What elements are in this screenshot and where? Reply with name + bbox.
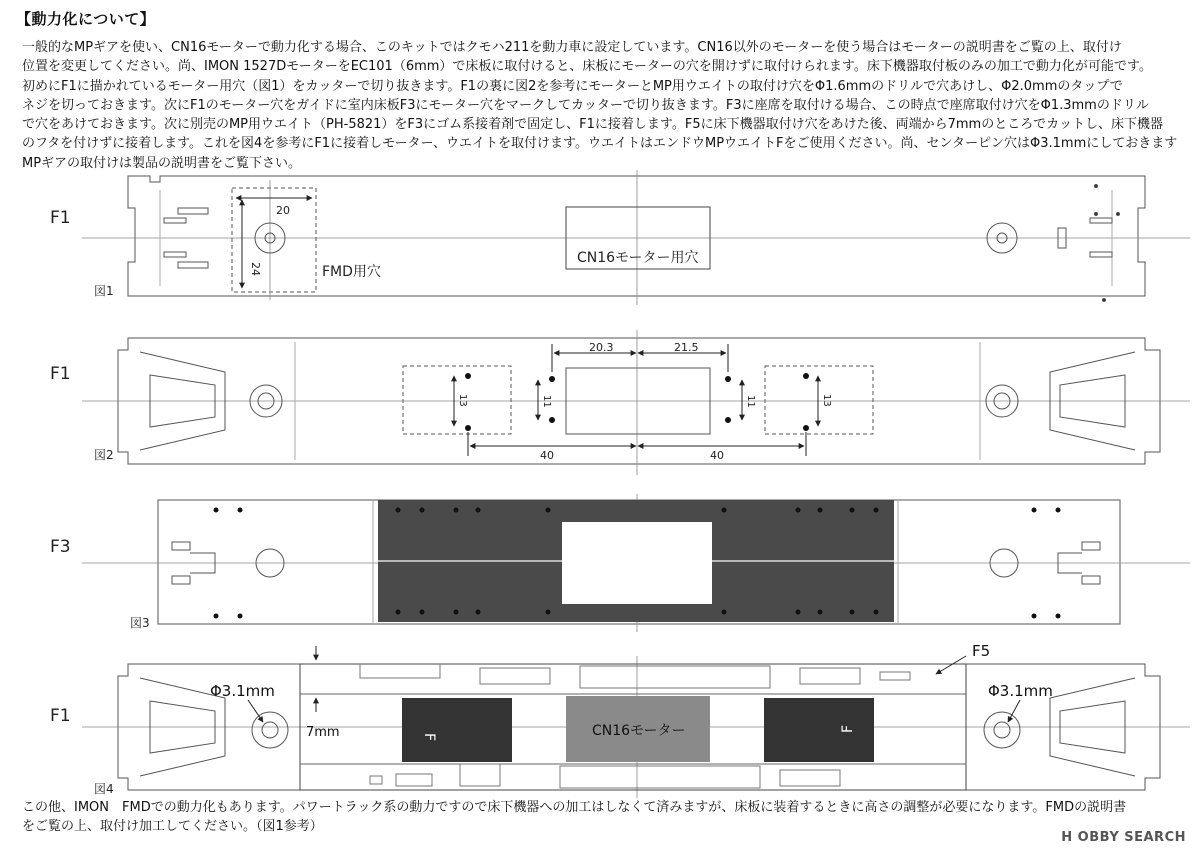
fig4-pin-label-left: Φ3.1mm <box>210 682 275 700</box>
page-title: 【動力化について】 <box>16 10 156 28</box>
fig4-pin-label-right: Φ3.1mm <box>988 682 1053 700</box>
fig1-fmd-box <box>232 188 316 292</box>
fig1-fmd-label: FMD用穴 <box>322 264 381 280</box>
fig2-dim-outer-height-right: 13 <box>821 394 832 407</box>
fig3-motor-hole <box>562 522 712 604</box>
fig4-motor-label: CN16モーター <box>592 723 686 739</box>
intro-line: 一般的なMPギアを使い、CN16モーターで動力化する場合、このキットではクモハ211を動力車に設定しています。CN16以外のモーターを使う場合はモーターの説明書をご覧の上、取付け <box>22 40 1122 55</box>
fig1-motor-hole-label: CN16モーター用穴 <box>577 250 699 266</box>
fig2-dim-outer-height-left: 13 <box>457 394 468 407</box>
fig1-dim-width: 20 <box>276 204 290 217</box>
fig1-caption: 図1 <box>94 284 114 298</box>
fig1-part-label: F1 <box>50 208 71 228</box>
fig4-weight-label-right: F <box>840 724 856 733</box>
intro-line: で穴をあけておきます。次に別売のMP用ウエイト（PH-5821）をF3にゴム系接着剤で固定し、F1に接着します。F5に床下機器取付け穴をあけた後、両端から7mmのところでカットし、床下機器 <box>22 117 1163 133</box>
fig2-dim-inner-height-right: 11 <box>745 395 756 408</box>
fig2-weight-box-left <box>403 366 511 434</box>
intro-line: 位置を変更してください。尚、IMON 1527DモーターをEC101（6mm）で床板に取付けると、床板にモーターの穴を開けずに取付けられます。床下機器取付板のみの加工で動力化が可能です。 <box>22 59 1152 75</box>
fig2-dim-right-bottom: 40 <box>710 449 724 462</box>
intro-line: ネジを切っておきます。次にF1のモーター穴をガイドに室内床板F3にモーター穴をマークしてカッターで切り抜きます。F3に座席を取付ける場合、この時点で座席取付け穴をΦ1.3mmのドリル <box>22 97 1149 113</box>
fig2-dim-left-top: 20.3 <box>589 341 614 354</box>
intro-line: のフタを付けずに接着します。これを図4を参考にF1に接着しモーター、ウエイトを取付けます。ウエイトはエンドウMPウエイトFをご使用ください。尚、センターピン穴はΦ3.1mmにしておきます <box>22 136 1178 152</box>
intro-line: MPギアの取付けは製品の説明書をご覧下さい。 <box>22 155 302 171</box>
fig4-weight-label-left: F <box>421 733 437 742</box>
fig2-dim-right-top: 21.5 <box>674 341 699 354</box>
fig4-left-pivot <box>252 712 288 748</box>
fig4-weight-right <box>764 698 874 762</box>
watermark-logo: H OBBY SEARCH <box>1061 830 1186 845</box>
fig2-part-label: F1 <box>50 364 71 384</box>
fig4-f5-label: F5 <box>972 642 991 660</box>
fig4-part-label: F1 <box>50 706 71 726</box>
fig4-weight-left <box>402 698 512 762</box>
footer-line: この他、IMON FMDでの動力化もあります。パワートラック系の動力ですので床下機器への加工はしなくて済みますが、床板に装着するときに高さの調整が必要になります。FMDの説明書 <box>22 800 1127 815</box>
fig4-right-pivot <box>984 712 1020 748</box>
figure-2 <box>82 330 1190 475</box>
figure-1 <box>82 170 1190 305</box>
fig3-caption: 図3 <box>130 616 150 630</box>
fig3-part-label: F3 <box>50 537 71 557</box>
fig2-caption: 図2 <box>94 448 114 462</box>
fig1-floor-outline <box>128 176 1145 296</box>
footer-line: をご覧の上、取付け加工してください。（図1参考） <box>22 819 323 834</box>
fig2-weight-box-right <box>765 366 873 434</box>
fig2-dim-left-bottom: 40 <box>540 449 554 462</box>
fig1-dim-height: 24 <box>249 262 262 276</box>
fig4-cut-label: 7mm <box>306 725 340 740</box>
fig4-caption: 図4 <box>94 782 114 796</box>
fig2-dim-inner-height-left: 11 <box>541 395 552 408</box>
intro-line: 初めにF1に描かれているモーター用穴（図1）をカッターで切り抜きます。F1の裏に図2を参考にモーターとMP用ウエイトの取付け穴をΦ1.6mmのドリルで穴あけし、Φ2.0mmのタップで <box>22 78 1123 94</box>
footer-text <box>22 798 1192 836</box>
